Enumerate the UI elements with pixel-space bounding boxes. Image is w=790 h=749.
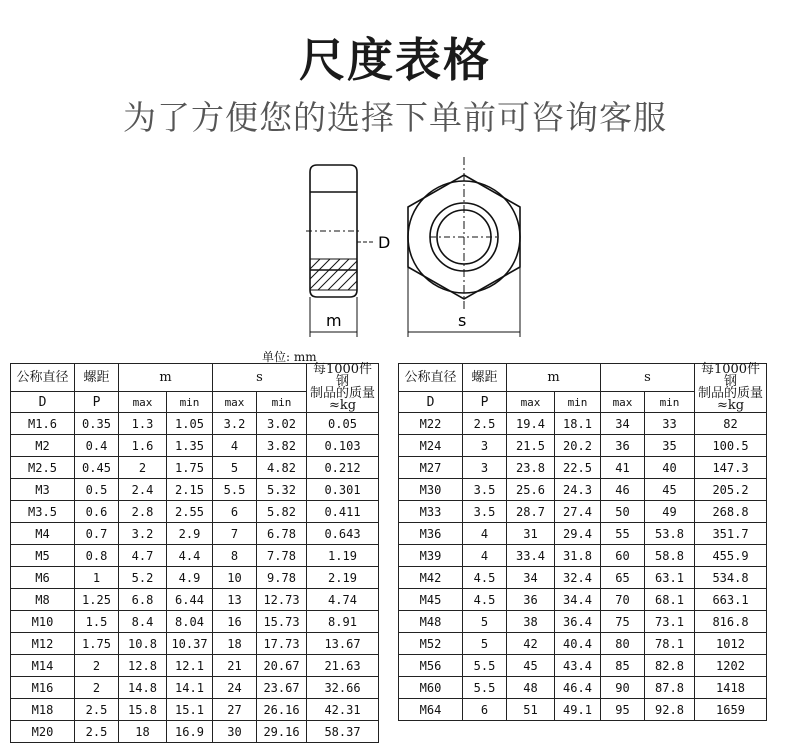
table-row	[399, 479, 767, 501]
cell-m-max: 28.7	[507, 501, 555, 523]
cell-nominal-d: M12	[11, 633, 75, 655]
cell-pitch: 2.5	[75, 699, 119, 721]
header-pitch: 螺距	[75, 364, 119, 392]
cell-m-max: 14.8	[119, 677, 167, 699]
cell-m-min: 1.35	[167, 435, 213, 457]
cell-pitch: 0.5	[75, 479, 119, 501]
cell-s-min: 68.1	[645, 589, 695, 611]
cell-pitch: 1.25	[75, 589, 119, 611]
cell-m-max: 2	[119, 457, 167, 479]
cell-mass: 2.19	[307, 567, 379, 589]
table-row	[399, 655, 767, 677]
cell-m-min: 43.4	[555, 655, 601, 677]
cell-s-max: 36	[601, 435, 645, 457]
cell-pitch: 6	[463, 699, 507, 721]
header-m: m	[119, 364, 213, 392]
cell-s-min: 82.8	[645, 655, 695, 677]
table-row	[11, 611, 379, 633]
cell-mass: 816.8	[695, 611, 767, 633]
header-row-1	[399, 364, 767, 392]
cell-nominal-d: M6	[11, 567, 75, 589]
cell-pitch: 0.35	[75, 413, 119, 435]
header-s: s	[213, 364, 307, 392]
cell-m-max: 23.8	[507, 457, 555, 479]
cell-pitch: 0.45	[75, 457, 119, 479]
table-row	[399, 457, 767, 479]
cell-m-min: 14.1	[167, 677, 213, 699]
cell-m-min: 2.15	[167, 479, 213, 501]
cell-nominal-d: M2	[11, 435, 75, 457]
cell-s-max: 30	[213, 721, 257, 743]
left-table-body	[11, 413, 379, 743]
cell-nominal-d: M39	[399, 545, 463, 567]
cell-m-min: 4.9	[167, 567, 213, 589]
cell-mass: 534.8	[695, 567, 767, 589]
cell-m-min: 36.4	[555, 611, 601, 633]
cell-m-min: 24.3	[555, 479, 601, 501]
cell-pitch: 5	[463, 633, 507, 655]
cell-nominal-d: M16	[11, 677, 75, 699]
cell-nominal-d: M14	[11, 655, 75, 677]
cell-nominal-d: M30	[399, 479, 463, 501]
cell-m-min: 15.1	[167, 699, 213, 721]
cell-mass: 1012	[695, 633, 767, 655]
cell-pitch: 4	[463, 545, 507, 567]
cell-s-min: 53.8	[645, 523, 695, 545]
cell-s-min: 58.8	[645, 545, 695, 567]
cell-s-max: 75	[601, 611, 645, 633]
cell-nominal-d: M18	[11, 699, 75, 721]
header-m: m	[507, 364, 601, 392]
table-row	[399, 435, 767, 457]
header-s-max: max	[601, 392, 645, 413]
table-row	[11, 523, 379, 545]
cell-pitch: 3.5	[463, 479, 507, 501]
cell-nominal-d: M60	[399, 677, 463, 699]
cell-pitch: 4.5	[463, 567, 507, 589]
cell-s-min: 5.82	[257, 501, 307, 523]
table-row	[399, 501, 767, 523]
cell-mass: 0.301	[307, 479, 379, 501]
cell-s-max: 24	[213, 677, 257, 699]
cell-s-min: 4.82	[257, 457, 307, 479]
cell-nominal-d: M24	[399, 435, 463, 457]
cell-pitch: 3.5	[463, 501, 507, 523]
cell-mass: 1.19	[307, 545, 379, 567]
cell-mass: 1418	[695, 677, 767, 699]
cell-s-max: 95	[601, 699, 645, 721]
cell-mass: 0.103	[307, 435, 379, 457]
nut-top-view	[408, 157, 520, 312]
cell-m-max: 12.8	[119, 655, 167, 677]
cell-pitch: 0.8	[75, 545, 119, 567]
header-pitch-sym: P	[75, 392, 119, 413]
cell-nominal-d: M27	[399, 457, 463, 479]
cell-s-min: 12.73	[257, 589, 307, 611]
page-subtitle: 为了方便您的选择下单前可咨询客服	[123, 98, 667, 137]
cell-m-min: 12.1	[167, 655, 213, 677]
cell-pitch: 5	[463, 611, 507, 633]
cell-s-max: 16	[213, 611, 257, 633]
label-d: D	[378, 233, 391, 252]
cell-s-min: 9.78	[257, 567, 307, 589]
cell-s-max: 70	[601, 589, 645, 611]
cell-nominal-d: M22	[399, 413, 463, 435]
cell-s-min: 5.32	[257, 479, 307, 501]
cell-pitch: 2.5	[75, 721, 119, 743]
cell-pitch: 4	[463, 523, 507, 545]
cell-s-max: 18	[213, 633, 257, 655]
cell-m-max: 34	[507, 567, 555, 589]
cell-nominal-d: M3.5	[11, 501, 75, 523]
table-row	[399, 523, 767, 545]
thread-hatch	[310, 259, 357, 290]
cell-m-max: 4.7	[119, 545, 167, 567]
table-row	[399, 699, 767, 721]
cell-m-min: 49.1	[555, 699, 601, 721]
header-m-max: max	[507, 392, 555, 413]
cell-mass: 13.67	[307, 633, 379, 655]
cell-s-max: 5.5	[213, 479, 257, 501]
cell-m-max: 1.6	[119, 435, 167, 457]
cell-pitch: 1	[75, 567, 119, 589]
cell-pitch: 2	[75, 655, 119, 677]
cell-nominal-d: M10	[11, 611, 75, 633]
cell-m-max: 38	[507, 611, 555, 633]
cell-m-max: 45	[507, 655, 555, 677]
cell-m-max: 8.4	[119, 611, 167, 633]
table-row	[11, 435, 379, 457]
cell-s-max: 8	[213, 545, 257, 567]
cell-mass: 455.9	[695, 545, 767, 567]
cell-mass: 32.66	[307, 677, 379, 699]
cell-nominal-d: M48	[399, 611, 463, 633]
cell-m-min: 29.4	[555, 523, 601, 545]
cell-m-max: 42	[507, 633, 555, 655]
cell-m-max: 51	[507, 699, 555, 721]
cell-m-min: 10.37	[167, 633, 213, 655]
cell-nominal-d: M3	[11, 479, 75, 501]
header-mass	[307, 364, 379, 413]
cell-pitch: 4.5	[463, 589, 507, 611]
cell-m-min: 20.2	[555, 435, 601, 457]
cell-s-max: 60	[601, 545, 645, 567]
header-nominal: 公称直径	[399, 364, 463, 392]
cell-m-min: 31.8	[555, 545, 601, 567]
cell-pitch: 3	[463, 457, 507, 479]
cell-mass: 100.5	[695, 435, 767, 457]
cell-nominal-d: M8	[11, 589, 75, 611]
spec-table-right	[398, 363, 767, 721]
cell-m-max: 19.4	[507, 413, 555, 435]
cell-s-max: 7	[213, 523, 257, 545]
cell-m-min: 18.1	[555, 413, 601, 435]
cell-m-min: 8.04	[167, 611, 213, 633]
cell-s-max: 13	[213, 589, 257, 611]
cell-s-min: 73.1	[645, 611, 695, 633]
cell-m-max: 48	[507, 677, 555, 699]
cell-s-min: 20.67	[257, 655, 307, 677]
header-mass-line1: 每1000件钢	[700, 362, 761, 389]
header-s-min: min	[645, 392, 695, 413]
cell-pitch: 5.5	[463, 677, 507, 699]
cell-m-max: 2.8	[119, 501, 167, 523]
cell-m-min: 1.75	[167, 457, 213, 479]
cell-s-max: 6	[213, 501, 257, 523]
cell-s-min: 87.8	[645, 677, 695, 699]
header-mass-line1: 每1000件钢	[312, 362, 373, 389]
cell-m-max: 5.2	[119, 567, 167, 589]
cell-s-max: 27	[213, 699, 257, 721]
cell-m-max: 15.8	[119, 699, 167, 721]
header-mass-unit: ≈kg	[328, 398, 357, 413]
cell-m-min: 2.55	[167, 501, 213, 523]
cell-mass: 663.1	[695, 589, 767, 611]
cell-mass: 1202	[695, 655, 767, 677]
table-row	[11, 457, 379, 479]
cell-mass: 147.3	[695, 457, 767, 479]
cell-nominal-d: M45	[399, 589, 463, 611]
table-row	[11, 589, 379, 611]
cell-m-min: 16.9	[167, 721, 213, 743]
cell-nominal-d: M5	[11, 545, 75, 567]
label-m: m	[326, 311, 342, 330]
cell-nominal-d: M4	[11, 523, 75, 545]
table-row	[11, 655, 379, 677]
nut-side-view	[306, 165, 362, 297]
cell-mass: 0.05	[307, 413, 379, 435]
cell-s-min: 23.67	[257, 677, 307, 699]
cell-s-min: 3.02	[257, 413, 307, 435]
table-row	[399, 589, 767, 611]
header-row-1	[11, 364, 379, 392]
cell-m-max: 3.2	[119, 523, 167, 545]
cell-s-min: 45	[645, 479, 695, 501]
label-s: s	[458, 311, 467, 330]
cell-pitch: 0.4	[75, 435, 119, 457]
cell-m-min: 46.4	[555, 677, 601, 699]
cell-s-max: 41	[601, 457, 645, 479]
header-mass-unit: ≈kg	[716, 398, 745, 413]
cell-nominal-d: M2.5	[11, 457, 75, 479]
cell-m-min: 32.4	[555, 567, 601, 589]
header-mass-line2: 制品的质量	[309, 386, 375, 401]
cell-s-max: 21	[213, 655, 257, 677]
cell-m-min: 1.05	[167, 413, 213, 435]
cell-mass: 21.63	[307, 655, 379, 677]
cell-m-max: 36	[507, 589, 555, 611]
cell-s-max: 5	[213, 457, 257, 479]
cell-s-max: 4	[213, 435, 257, 457]
table-row	[11, 479, 379, 501]
cell-s-max: 90	[601, 677, 645, 699]
cell-nominal-d: M52	[399, 633, 463, 655]
cell-mass: 205.2	[695, 479, 767, 501]
cell-m-min: 27.4	[555, 501, 601, 523]
cell-nominal-d: M56	[399, 655, 463, 677]
table-row	[11, 567, 379, 589]
table-row	[11, 545, 379, 567]
header-pitch: 螺距	[463, 364, 507, 392]
cell-mass: 1659	[695, 699, 767, 721]
cell-pitch: 0.6	[75, 501, 119, 523]
hex-nut-drawing	[280, 152, 530, 347]
cell-s-min: 40	[645, 457, 695, 479]
cell-mass: 0.411	[307, 501, 379, 523]
table-row	[399, 545, 767, 567]
spec-table-left	[10, 363, 379, 743]
cell-s-min: 7.78	[257, 545, 307, 567]
cell-nominal-d: M20	[11, 721, 75, 743]
header-m-min: min	[555, 392, 601, 413]
header-nominal-sym: D	[399, 392, 463, 413]
cell-pitch: 1.75	[75, 633, 119, 655]
right-table-body	[399, 413, 767, 721]
cell-mass: 268.8	[695, 501, 767, 523]
table-row	[399, 611, 767, 633]
page-title: 尺度表格	[299, 33, 491, 87]
table-row	[399, 413, 767, 435]
cell-mass: 42.31	[307, 699, 379, 721]
cell-m-min: 6.44	[167, 589, 213, 611]
header-pitch-sym: P	[463, 392, 507, 413]
cell-pitch: 2	[75, 677, 119, 699]
cell-mass: 58.37	[307, 721, 379, 743]
cell-mass: 0.212	[307, 457, 379, 479]
cell-m-max: 33.4	[507, 545, 555, 567]
cell-m-min: 2.9	[167, 523, 213, 545]
cell-s-min: 49	[645, 501, 695, 523]
cell-s-max: 80	[601, 633, 645, 655]
table-row	[11, 413, 379, 435]
table-row	[11, 501, 379, 523]
table-row	[399, 633, 767, 655]
cell-m-min: 40.4	[555, 633, 601, 655]
cell-pitch: 5.5	[463, 655, 507, 677]
header-nominal: 公称直径	[11, 364, 75, 392]
header-s-min: min	[257, 392, 307, 413]
cell-m-max: 2.4	[119, 479, 167, 501]
table-row	[399, 567, 767, 589]
header-mass	[695, 364, 767, 413]
cell-s-max: 55	[601, 523, 645, 545]
cell-mass: 351.7	[695, 523, 767, 545]
cell-nominal-d: M1.6	[11, 413, 75, 435]
header-nominal-sym: D	[11, 392, 75, 413]
table-row	[11, 699, 379, 721]
cell-s-min: 15.73	[257, 611, 307, 633]
cell-s-min: 29.16	[257, 721, 307, 743]
cell-s-min: 6.78	[257, 523, 307, 545]
table-row	[11, 633, 379, 655]
table-row	[11, 721, 379, 743]
cell-pitch: 3	[463, 435, 507, 457]
cell-s-max: 46	[601, 479, 645, 501]
cell-m-max: 1.3	[119, 413, 167, 435]
cell-m-max: 6.8	[119, 589, 167, 611]
cell-s-min: 92.8	[645, 699, 695, 721]
cell-m-max: 25.6	[507, 479, 555, 501]
cell-s-min: 33	[645, 413, 695, 435]
table-row	[11, 677, 379, 699]
cell-s-max: 65	[601, 567, 645, 589]
cell-m-max: 10.8	[119, 633, 167, 655]
cell-mass: 8.91	[307, 611, 379, 633]
header-s: s	[601, 364, 695, 392]
cell-pitch: 2.5	[463, 413, 507, 435]
cell-pitch: 0.7	[75, 523, 119, 545]
cell-s-max: 50	[601, 501, 645, 523]
cell-s-min: 26.16	[257, 699, 307, 721]
cell-pitch: 1.5	[75, 611, 119, 633]
cell-nominal-d: M33	[399, 501, 463, 523]
cell-s-min: 78.1	[645, 633, 695, 655]
header-m-min: min	[167, 392, 213, 413]
cell-m-max: 31	[507, 523, 555, 545]
header-s-max: max	[213, 392, 257, 413]
cell-m-min: 34.4	[555, 589, 601, 611]
cell-s-min: 63.1	[645, 567, 695, 589]
unit-label: 单位: mm	[262, 350, 317, 364]
cell-m-min: 22.5	[555, 457, 601, 479]
cell-mass: 0.643	[307, 523, 379, 545]
cell-s-min: 17.73	[257, 633, 307, 655]
cell-m-min: 4.4	[167, 545, 213, 567]
header-mass-line2: 制品的质量	[697, 386, 763, 401]
cell-m-max: 18	[119, 721, 167, 743]
table-row	[399, 677, 767, 699]
cell-s-max: 10	[213, 567, 257, 589]
cell-s-min: 35	[645, 435, 695, 457]
cell-m-max: 21.5	[507, 435, 555, 457]
cell-nominal-d: M36	[399, 523, 463, 545]
cell-nominal-d: M64	[399, 699, 463, 721]
cell-mass: 4.74	[307, 589, 379, 611]
header-m-max: max	[119, 392, 167, 413]
cell-s-min: 3.82	[257, 435, 307, 457]
cell-s-max: 85	[601, 655, 645, 677]
cell-s-max: 3.2	[213, 413, 257, 435]
cell-s-max: 34	[601, 413, 645, 435]
cell-nominal-d: M42	[399, 567, 463, 589]
cell-mass: 82	[695, 413, 767, 435]
